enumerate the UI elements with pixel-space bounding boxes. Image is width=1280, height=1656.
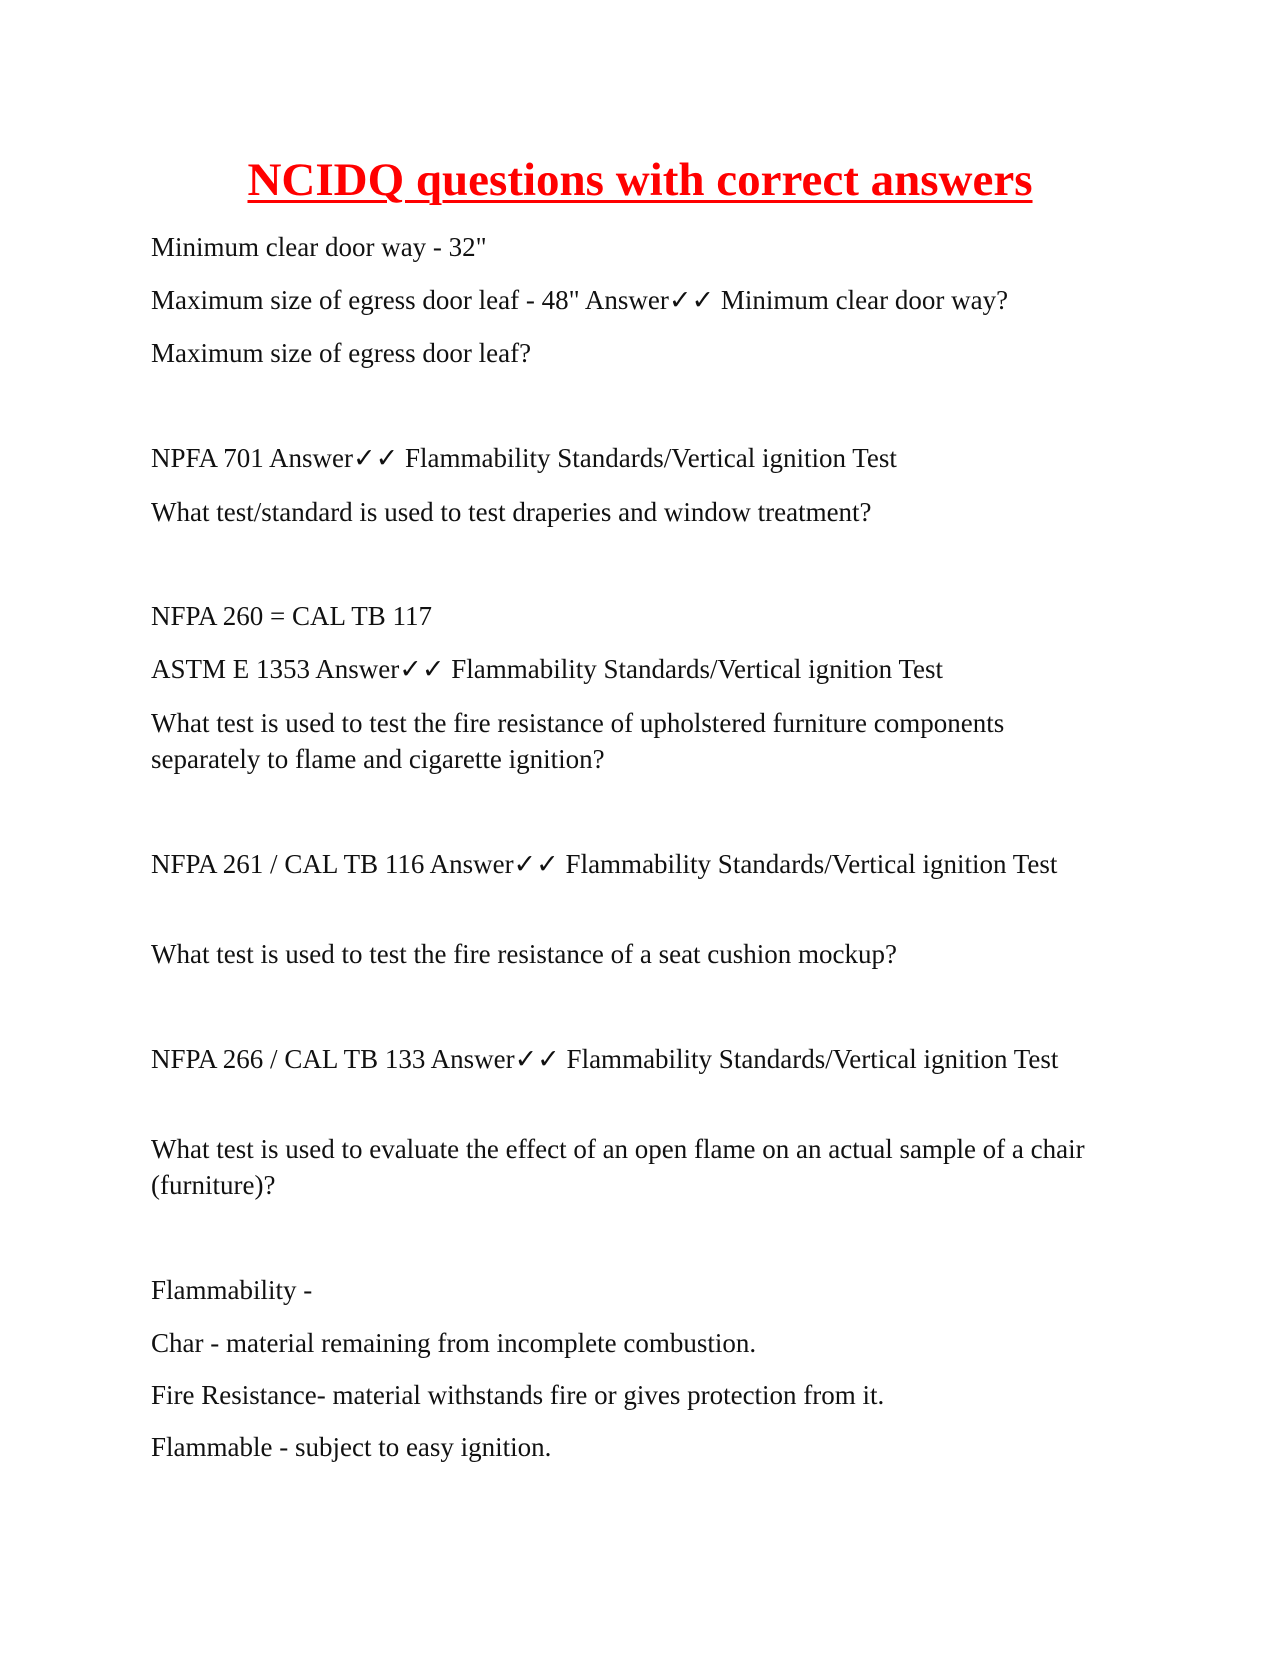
text-line: NFPA 266 / CAL TB 133 Answer✓✓ Flammability Standards/Vertical ignition Test [151, 1044, 1059, 1074]
text-line: What test is used to evaluate the effect of an open flame on an actual sample of a chair (furniture)? [151, 1134, 1085, 1200]
text-line: Maximum size of egress door leaf - 48" Answer✓✓ Minimum clear door way? [151, 285, 1009, 315]
text-line: NFPA 260 = CAL TB 117 [151, 601, 433, 631]
text-line: Maximum size of egress door leaf? [151, 338, 532, 368]
text-line: ASTM E 1353 Answer✓✓ Flammability Standards/Vertical ignition Test [151, 654, 944, 684]
page-title: NCIDQ questions with correct answers [247, 154, 1033, 206]
text-line: What test/standard is used to test draperies and window treatment? [151, 497, 872, 527]
text-line: What test is used to test the fire resistance of a seat cushion mockup? [151, 939, 898, 969]
text-line: Flammability - [151, 1275, 313, 1305]
text-line: What test is used to test the fire resistance of upholstered furniture components separately to flame and cigarette ignition? [151, 708, 1005, 774]
text-line: Minimum clear door way - 32" [151, 232, 487, 262]
text-line: NFPA 261 / CAL TB 116 Answer✓✓ Flammability Standards/Vertical ignition Test [151, 849, 1058, 879]
text-line: Char - material remaining from incomplete combustion. [151, 1328, 757, 1358]
text-line: Flammable - subject to easy ignition. [151, 1432, 552, 1462]
text-line: NPFA 701 Answer✓✓ Flammability Standards/Vertical ignition Test [151, 443, 897, 473]
text-line: Fire Resistance- material withstands fire or gives protection from it. [151, 1380, 885, 1410]
